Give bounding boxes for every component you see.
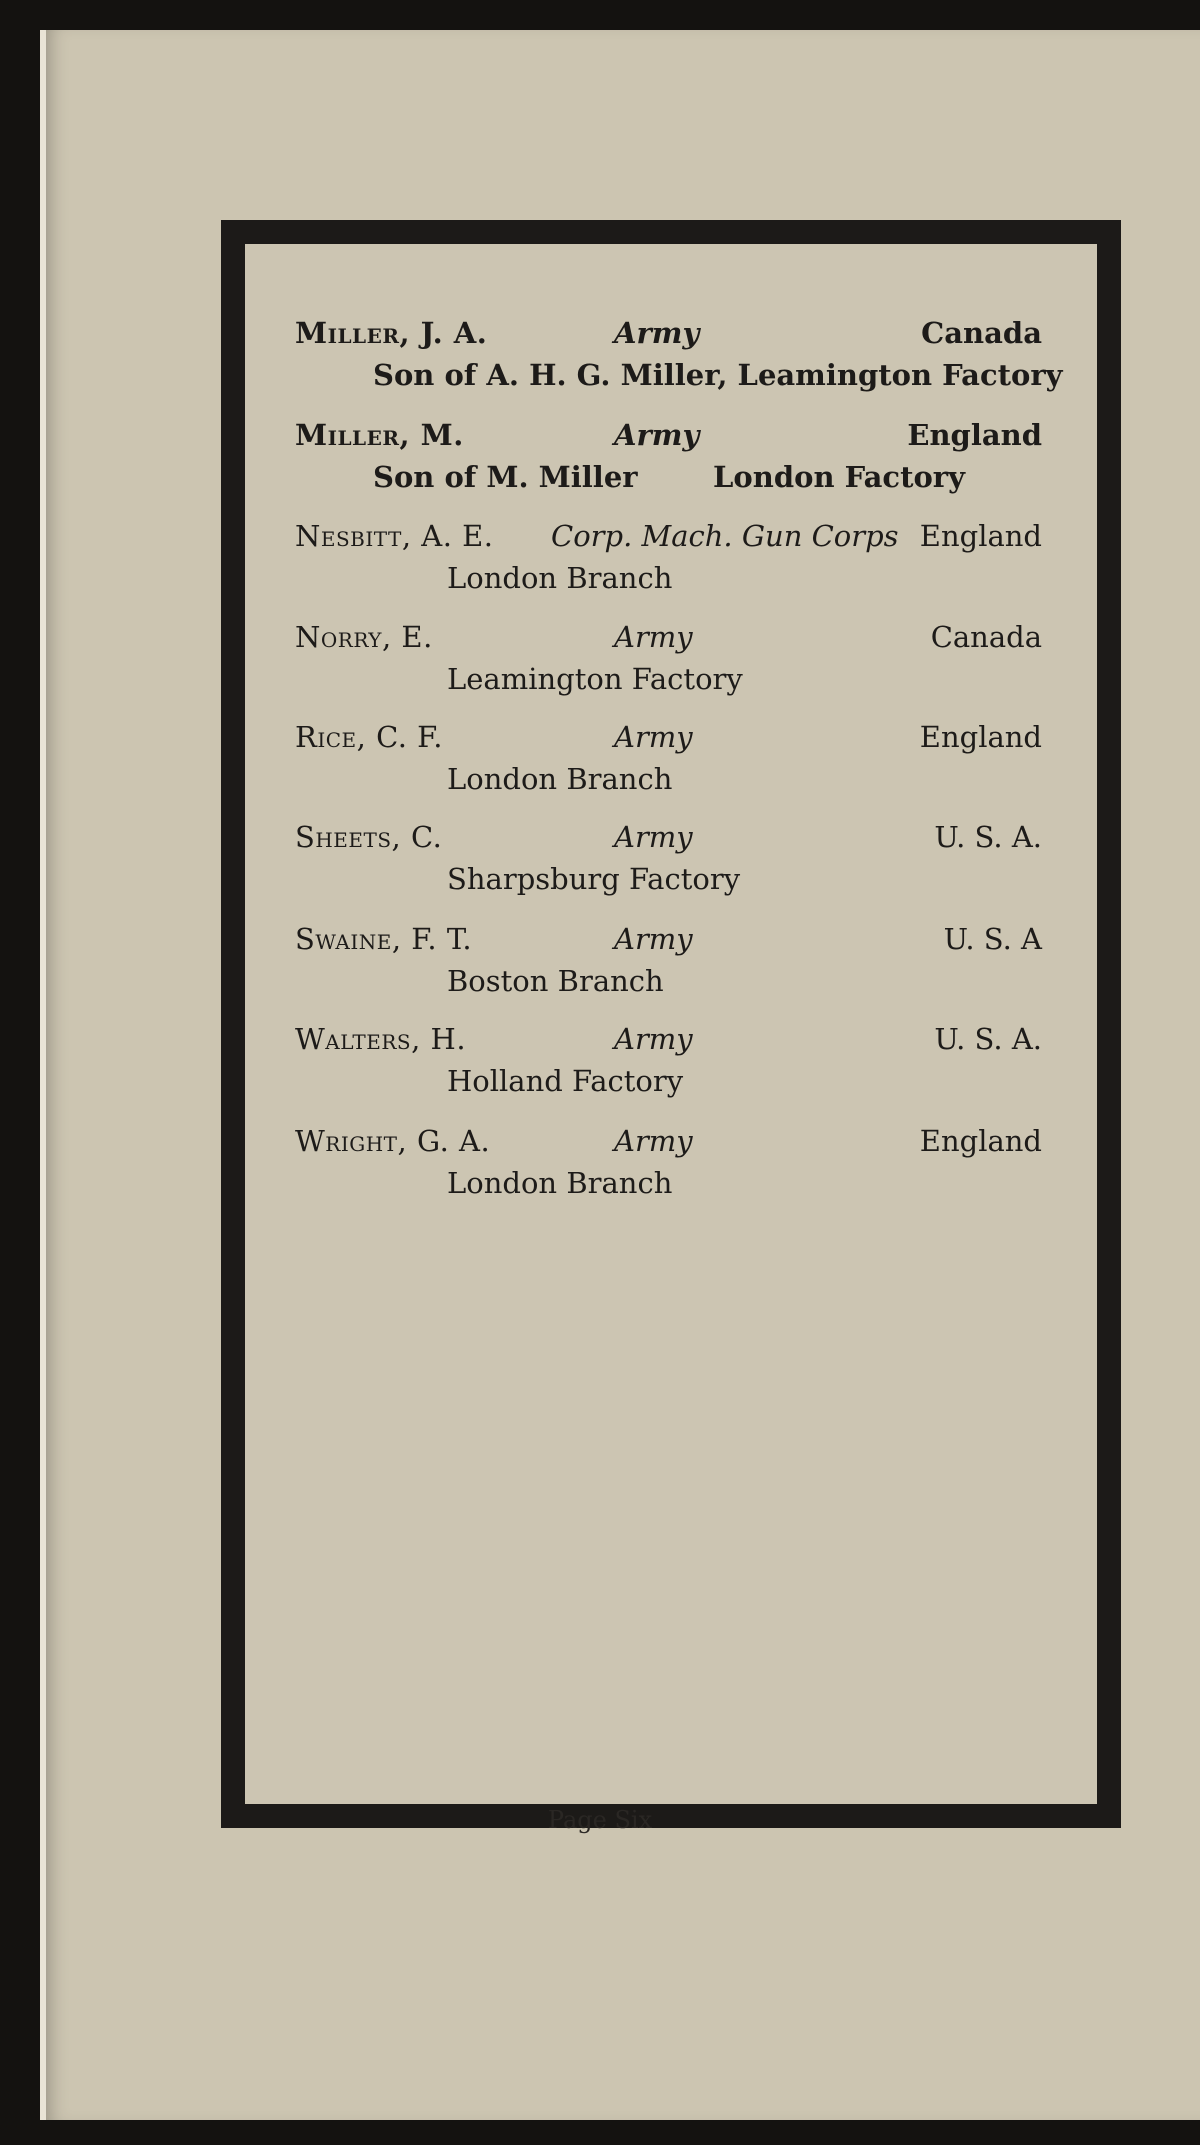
list-item — [245, 922, 1097, 1022]
list-item — [245, 820, 1097, 920]
entry-service: Corp. Mach. Gun Corps — [551, 519, 899, 553]
entry-location: London Branch — [447, 561, 673, 595]
entry-service: Army — [614, 820, 693, 854]
list-item — [245, 519, 1097, 619]
entry-location: London Factory — [713, 460, 965, 494]
entry-country: England — [919, 1124, 1042, 1158]
entry-country: U. S. A. — [934, 820, 1042, 854]
entry-name: Sheets, C. — [295, 820, 443, 854]
entry-service: Army — [614, 1124, 693, 1158]
entry-country: U. S. A. — [934, 1022, 1042, 1056]
entry-location: Leamington Factory — [447, 662, 743, 696]
entry-country: England — [919, 720, 1042, 754]
entry-name: Swaine, F. T. — [295, 922, 473, 956]
entry-location: Sharpsburg Factory — [447, 862, 741, 896]
entry-service: Army — [614, 720, 693, 754]
entry-country: England — [919, 519, 1042, 553]
entry-name: Norry, E. — [295, 620, 433, 654]
entry-service: Army — [614, 922, 693, 956]
entry-name: Walters, H. — [295, 1022, 467, 1056]
entry-name: Wright, G. A. — [295, 1124, 491, 1158]
entry-country: England — [907, 418, 1042, 452]
entry-service: Army — [614, 316, 700, 350]
entry-country: Canada — [921, 316, 1042, 350]
entry-location: London Branch — [447, 762, 673, 796]
list-item — [245, 1022, 1097, 1122]
entry-country: U. S. A — [943, 922, 1042, 956]
entry-name: Rice, C. F. — [295, 720, 443, 754]
entry-relation: Son of A. H. G. Miller, Leamington Factory — [373, 358, 1063, 392]
entry-service: Army — [614, 418, 700, 452]
entry-relation: Son of M. Miller — [373, 460, 638, 494]
entry-location: London Branch — [447, 1166, 673, 1200]
list-item — [245, 316, 1097, 416]
entry-country: Canada — [930, 620, 1042, 654]
entry-location: Holland Factory — [447, 1064, 684, 1098]
list-item — [245, 1124, 1097, 1224]
entry-location: Boston Branch — [447, 964, 664, 998]
entry-name: Miller, M. — [295, 418, 464, 452]
memorial-frame — [221, 220, 1121, 1828]
entry-service: Army — [614, 1022, 693, 1056]
list-item — [245, 720, 1097, 820]
list-item — [245, 620, 1097, 720]
list-item — [245, 418, 1097, 518]
entry-name: Miller, J. A. — [295, 316, 488, 350]
page-number: Page Six — [547, 1806, 653, 1834]
entry-name: Nesbitt, A. E. — [295, 519, 494, 553]
entry-service: Army — [614, 620, 693, 654]
